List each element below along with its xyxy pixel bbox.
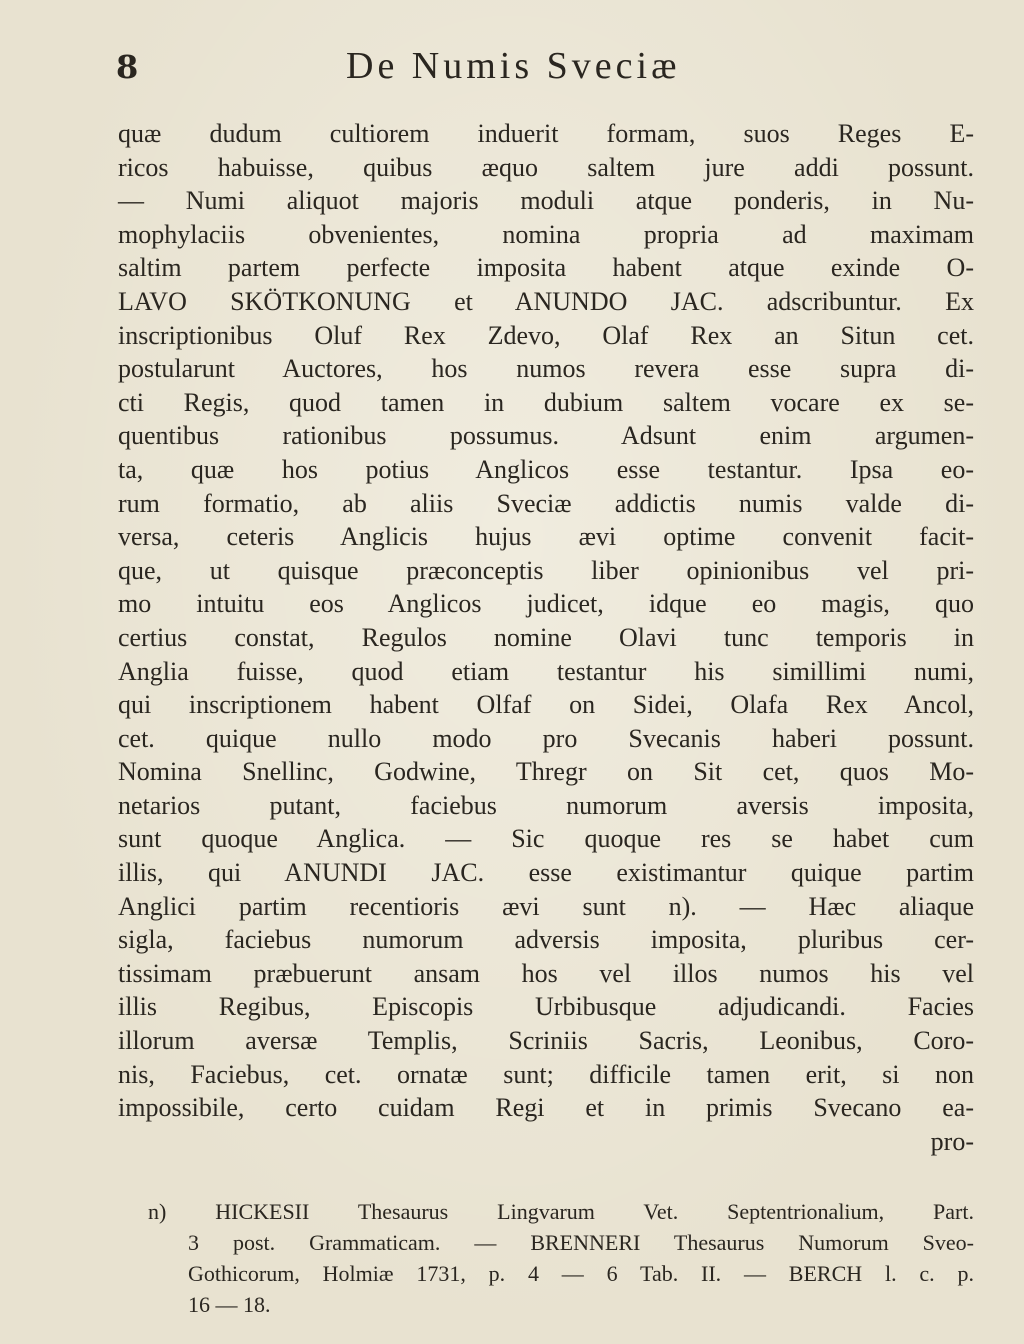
text-line: sigla, faciebus numorum adversis imposita, pluribus cer- bbox=[118, 925, 974, 955]
text-line: — Numi aliquot majoris moduli atque ponderis, in Nu- bbox=[118, 186, 974, 216]
text-line: ta, quæ hos potius Anglicos esse testantur. Ipsa eo- bbox=[118, 454, 974, 484]
text-line: postularunt Auctores, hos numos revera esse supra di- bbox=[118, 354, 974, 384]
text-line: sunt quoque Anglica. — Sic quoque res se habet cum bbox=[118, 824, 974, 854]
text-line: quentibus rationibus possumus. Adsunt enim argumen- bbox=[118, 421, 974, 451]
text-line: Anglia fuisse, quod etiam testantur his simillimi numi, bbox=[118, 656, 974, 686]
text-line: que, ut quisque præconceptis liber opinionibus vel pri- bbox=[118, 555, 974, 585]
text-line: mophylaciis obvenientes, nomina propria ad maximam bbox=[118, 219, 974, 249]
text-line: Nomina Snellinc, Godwine, Thregr on Sit cet, quos Mo- bbox=[118, 757, 974, 787]
footnote-line: Gothicorum, Holmiæ 1731, p. 4 — 6 Tab. II. — BERCH l. c. p. bbox=[188, 1261, 974, 1286]
text-line: cti Regis, quod tamen in dubium saltem vocare ex se- bbox=[118, 387, 974, 417]
text-line: inscriptionibus Oluf Rex Zdevo, Olaf Rex an Situn cet. bbox=[118, 320, 974, 350]
text-line: tissimam præbuerunt ansam hos vel illos numos his vel bbox=[118, 958, 974, 988]
text-line: cet. quique nullo modo pro Svecanis haberi possunt. bbox=[118, 723, 974, 753]
text-line: rum formatio, ab aliis Sveciæ addictis numis valde di- bbox=[118, 488, 974, 518]
catchword: pro- bbox=[930, 1126, 974, 1156]
text-line: qui inscriptionem habent Olfaf on Sidei, Olafa Rex Ancol, bbox=[118, 690, 974, 720]
text-line: netarios putant, faciebus numorum aversis imposita, bbox=[118, 790, 974, 820]
text-line: saltim partem perfecte imposita habent atque exinde O- bbox=[118, 253, 974, 283]
footnote bbox=[148, 1196, 974, 1320]
footnote-line: n) HICKESII Thesaurus Lingvarum Vet. Septentrionalium, Part. bbox=[148, 1199, 974, 1224]
text-line: certius constat, Regulos nomine Olavi tunc temporis in bbox=[118, 622, 974, 652]
page-header bbox=[116, 44, 976, 94]
text-line: illis, qui ANUNDI JAC. esse existimantur quique partim bbox=[118, 858, 974, 888]
text-line: LAVO SKÖTKONUNG et ANUNDO JAC. adscribuntur. Ex bbox=[118, 286, 974, 316]
text-line: ricos habuisse, quibus æquo saltem jure addi possunt. bbox=[118, 152, 974, 182]
text-line: versa, ceteris Anglicis hujus ævi optime convenit facit- bbox=[118, 522, 974, 552]
footnote-line: 3 post. Grammaticam. — BRENNERI Thesaurus Numorum Sveo- bbox=[188, 1230, 974, 1255]
text-line: quæ dudum cultiorem induerit formam, suos Reges E- bbox=[118, 119, 974, 148]
body-text bbox=[118, 117, 974, 1158]
footnote-line: 16 — 18. bbox=[188, 1292, 271, 1317]
text-line: nis, Faciebus, cet. ornatæ sunt; difficile tamen erit, si non bbox=[118, 1059, 974, 1089]
running-title: De Numis Sveciæ bbox=[346, 45, 681, 87]
text-line: impossibile, certo cuidam Regi et in primis Svecano ea- bbox=[118, 1093, 974, 1123]
text-line: mo intuitu eos Anglicos judicet, idque eo magis, quo bbox=[118, 589, 974, 619]
page-number: 8 bbox=[116, 48, 139, 86]
text-line: illorum aversæ Templis, Scriniis Sacris, Leonibus, Coro- bbox=[118, 1026, 974, 1056]
text-line: Anglici partim recentioris ævi sunt n). — Hæc aliaque bbox=[118, 891, 974, 921]
text-line: illis Regibus, Episcopis Urbibusque adjudicandi. Facies bbox=[118, 992, 974, 1022]
